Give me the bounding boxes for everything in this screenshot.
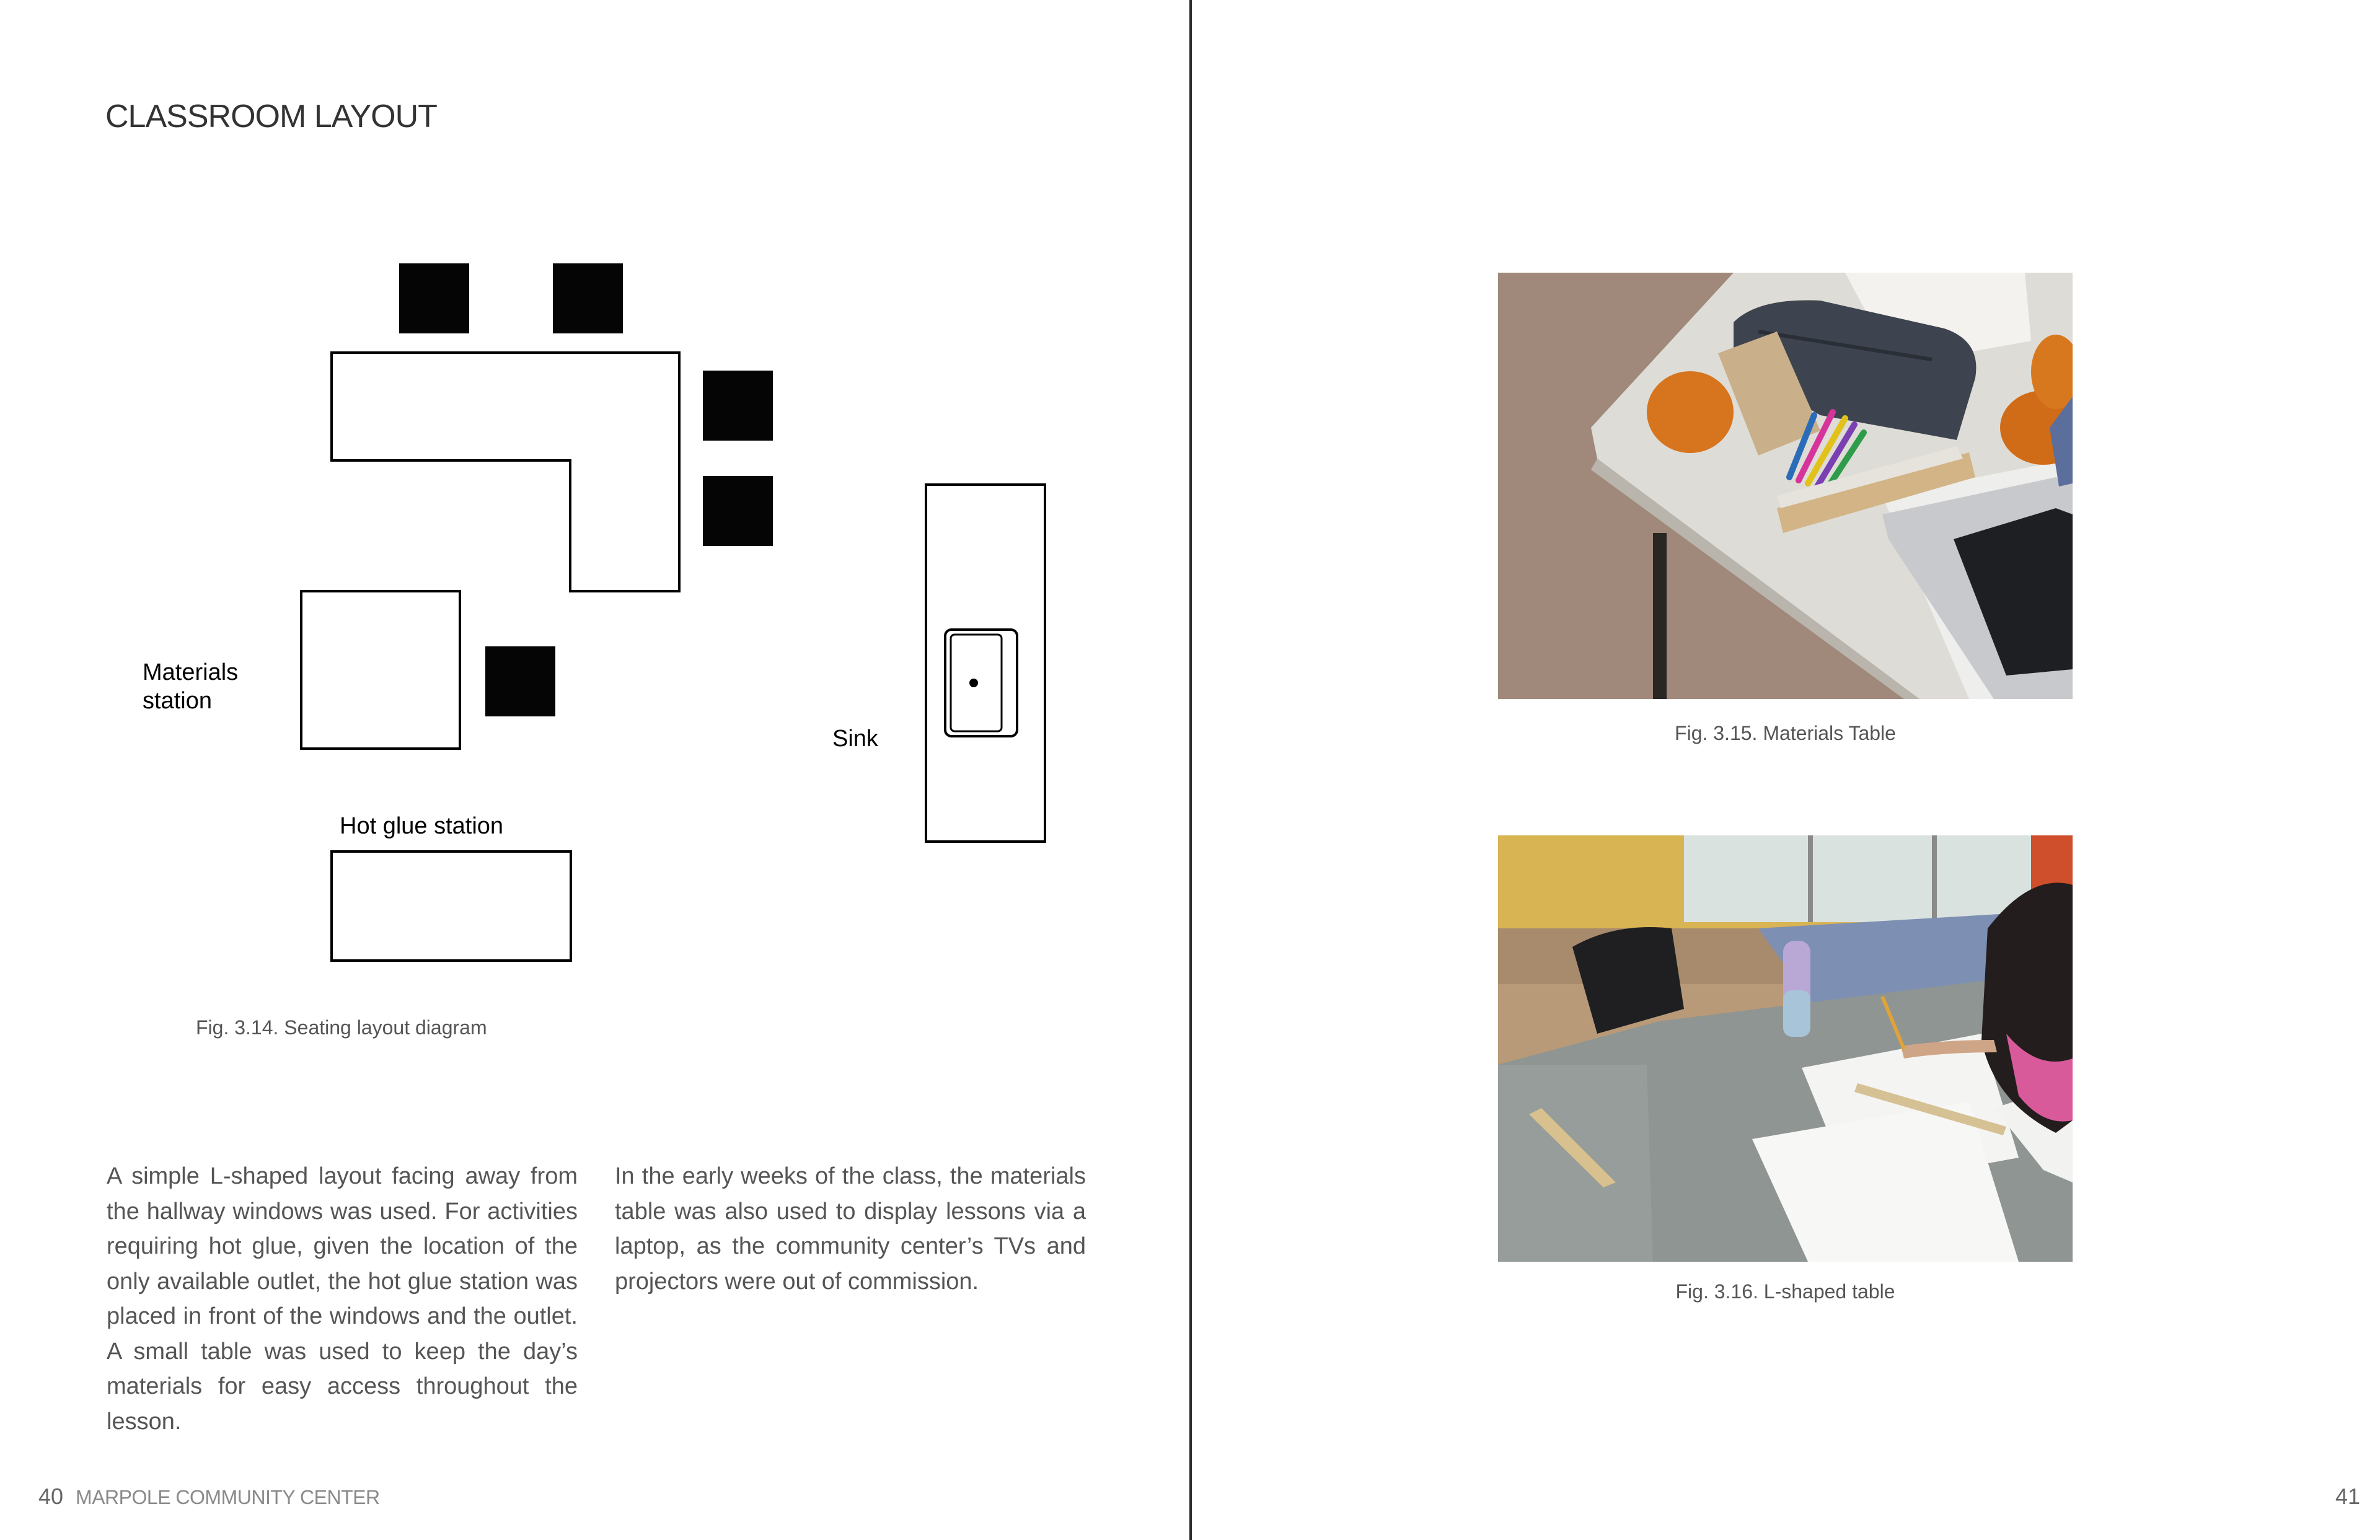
chair-3 (703, 371, 773, 441)
body-text-column-1: A simple L-shaped layout facing away from the hallway windows was used. For activities requiring hot glue, given the location of the only available outlet, the hot glue station was placed in front of the windows and the outlet. A small table was used to keep the day’s materials for easy access throughout the lesson. (107, 1163, 578, 1435)
seating-layout-diagram (0, 0, 1189, 1004)
hot-glue-station-table (332, 851, 571, 961)
left-footer (38, 1484, 380, 1510)
materials-label-line1: Materials (143, 659, 239, 685)
left-page (0, 0, 1189, 1540)
left-page-number: 40 (38, 1484, 64, 1509)
sink-counter (926, 485, 1045, 842)
right-page-number: 41 (2335, 1484, 2360, 1509)
sink-label: Sink (832, 726, 878, 752)
right-page (1192, 0, 2380, 1540)
running-footer-title: MARPOLE COMMUNITY CENTER (76, 1486, 380, 1508)
sink-drain (969, 679, 978, 687)
chair-5 (485, 646, 555, 716)
materials-station-table (301, 591, 460, 749)
l-shaped-table (332, 353, 679, 591)
materials-table-photo (1498, 273, 2073, 699)
figure-caption-3-16: Fig. 3.16. L-shaped table (1675, 1280, 1895, 1303)
sink-basin-outer (945, 630, 1017, 736)
chair-1 (399, 263, 469, 333)
chair-4 (703, 476, 773, 546)
figure-caption-3-14: Fig. 3.14. Seating layout diagram (196, 1016, 487, 1039)
figure-caption-3-15: Fig. 3.15. Materials Table (1675, 722, 1896, 744)
page-heading: CLASSROOM LAYOUT (105, 99, 437, 134)
l-shaped-table-photo (1498, 835, 2073, 1262)
body-text-column-2: In the early weeks of the class, the materials table was also used to display lessons via a laptop, as the community center’s TVs and projectors were out of commission. (615, 1163, 1086, 1295)
chair-2 (553, 263, 623, 333)
hot-glue-label: Hot glue station (340, 813, 504, 839)
materials-label-line2: station (143, 688, 212, 714)
